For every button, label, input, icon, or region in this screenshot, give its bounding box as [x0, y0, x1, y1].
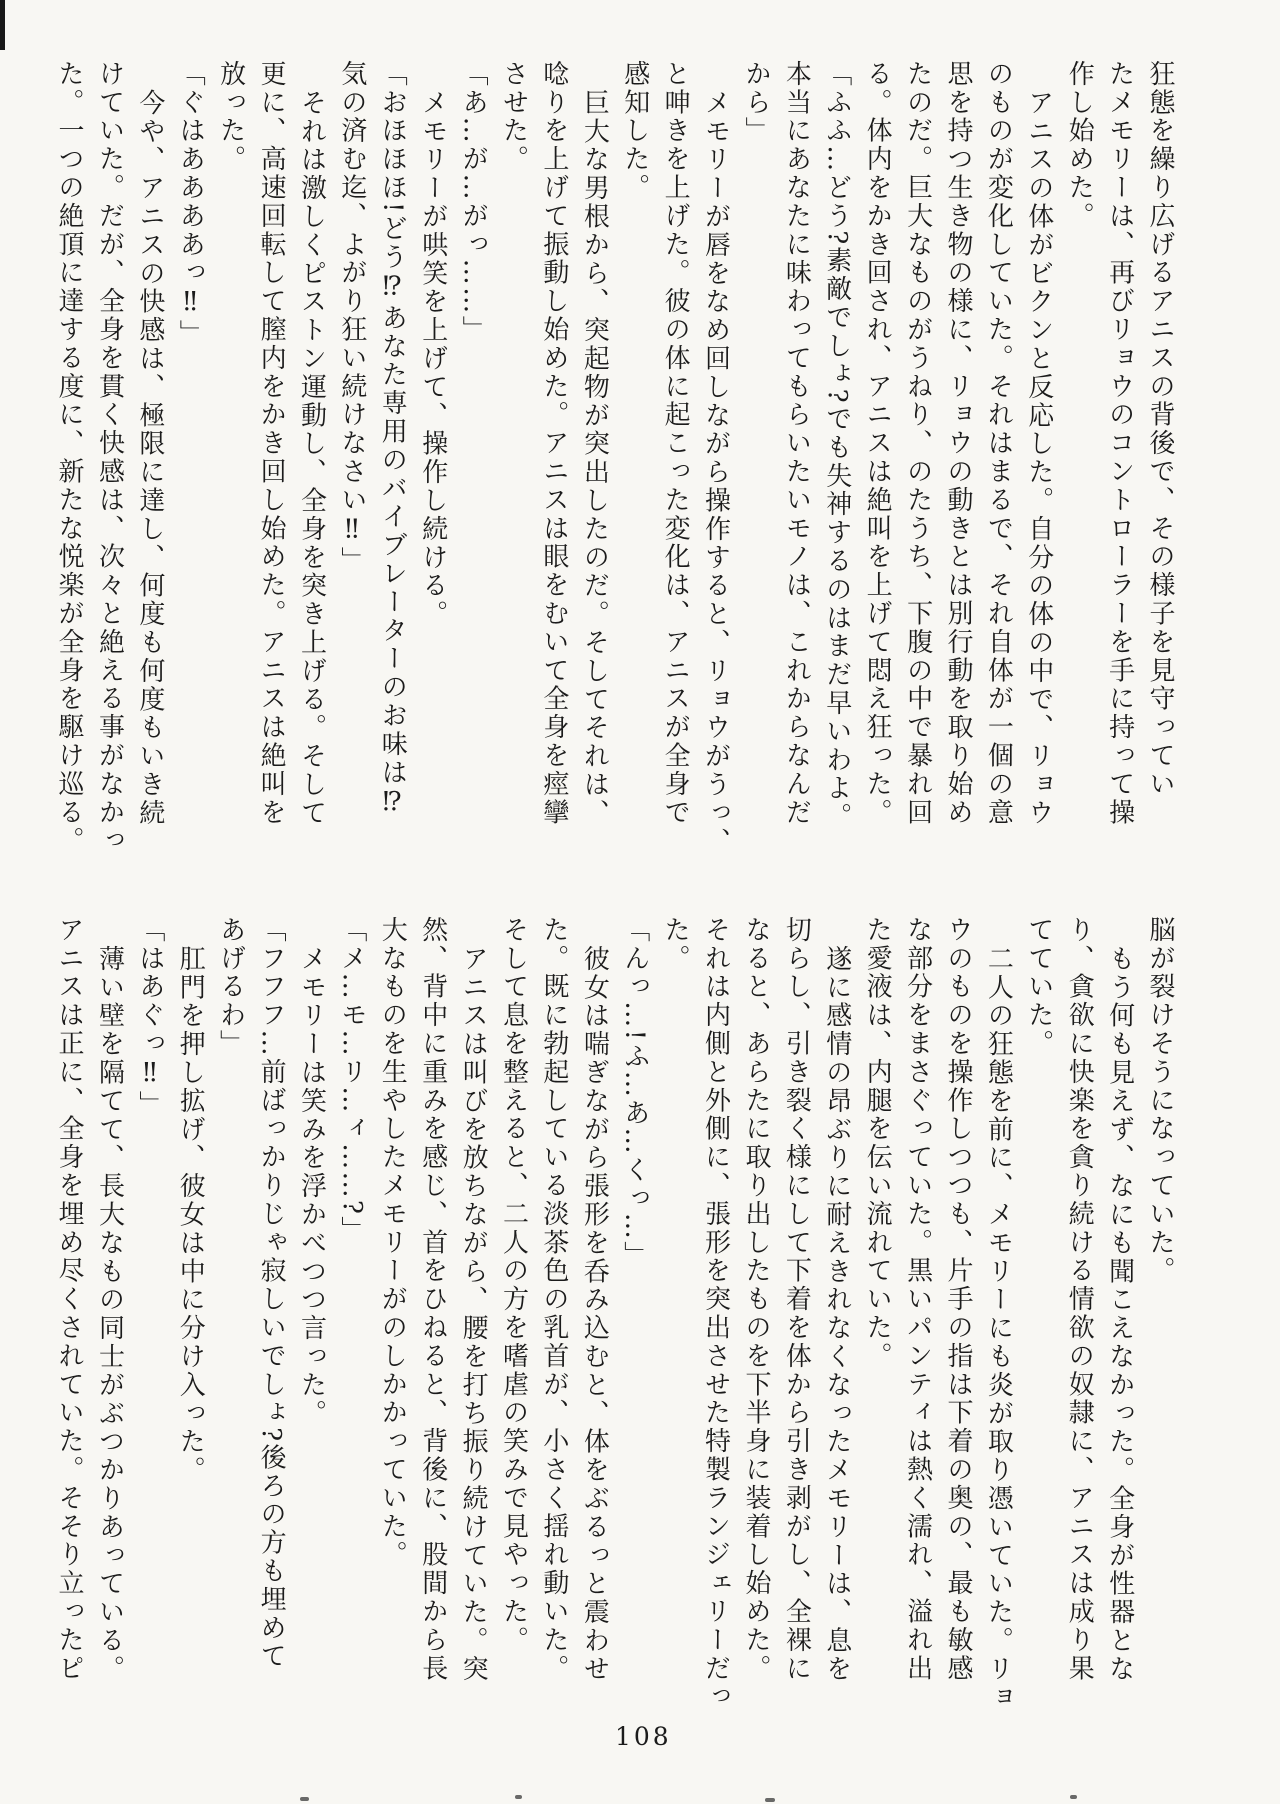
text-block-top [49, 60, 1180, 858]
text-column: アニスは正に、全身を埋め尽くされていた。そそり立ったピ [54, 916, 85, 1683]
text-column: 脳が裂けそうになっていた。 [1145, 916, 1175, 1286]
scan-artifact [0, 0, 5, 50]
text-column: た愛液は、内腿を伝い流れていた。 [862, 916, 893, 1371]
text-column: 巨大な男根から、突起物が突出したのだ。そしてそれは、 [579, 88, 610, 827]
text-column: それは内側と外側に、張形を突出させた特製ランジェリーだっ [700, 916, 731, 1712]
text-column: 「んっ…!ふ…あ…くっ…」 [619, 916, 650, 1270]
text-column: させた。 [498, 60, 529, 174]
text-column: なると、あらたに取り出したものを下半身に装着し始めた。 [740, 916, 771, 1683]
text-column: 肛門を押し拡げ、彼女は中に分け入った。 [175, 944, 206, 1485]
text-column: てていた。 [1023, 916, 1054, 1058]
text-column: けていた。だが、全身を貫く快感は、次々と絶える事がなかっ [94, 60, 125, 856]
scan-artifact [515, 1795, 522, 1799]
text-column: 然、背中に重みを感じ、首をひねると、背後に、股間から長 [417, 916, 448, 1683]
text-column: 更に、高速回転して膣内をかき回し始めた。アニスは絶叫を [256, 60, 287, 827]
text-column: と呻きを上げた。彼の体に起こった変化は、アニスが全身で [660, 60, 691, 827]
text-column: 気の済む迄、よがり狂い続けなさい‼」 [336, 60, 367, 576]
text-column: 「ふふ…どう?素敵でしょ?でも失神するのはまだ早いわよ。 [821, 60, 852, 832]
text-column: 「おほほほ!どう⁉あなた専用のバイブレーターのお味は⁉ [377, 60, 408, 820]
text-column: アニスの体がビクンと反応した。自分の体の中で、リョウ [1023, 88, 1054, 827]
text-column: メモリーが哄笑を上げて、操作し続ける。 [417, 88, 448, 629]
text-column: 遂に感情の昂ぶりに耐えきれなくなったメモリーは、息を [821, 944, 852, 1683]
text-column: 「あ…が…がっ……」 [458, 60, 489, 344]
text-column: 薄い壁を隔てて、長大なもの同士がぶつかりあっている。 [94, 944, 125, 1683]
text-column: 「メ…モ…リ…ィ……?」 [336, 916, 367, 1245]
text-column: 切らし、引き裂く様にして下着を体から引き剥がし、全裸に [781, 916, 812, 1683]
text-column: た。一つの絶頂に達する度に、新たな悦楽が全身を駆け巡る。 [54, 60, 85, 856]
text-column: 「ぐはああああっ‼」 [175, 60, 206, 348]
scan-artifact [765, 1798, 775, 1802]
text-column: 本当にあなたに味わってもらいたいモノは、これからなんだ [781, 60, 812, 827]
text-column: た。既に勃起している淡茶色の乳首が、小さく揺れ動いた。 [538, 916, 569, 1683]
text-column: り、貪欲に快楽を貪り続ける情欲の奴隷に、アニスは成り果 [1064, 916, 1095, 1683]
text-column: アニスは叫びを放ちながら、腰を打ち振り続けていた。突 [458, 944, 489, 1683]
text-column: 感知した。 [619, 60, 650, 202]
text-column: 狂態を繰り広げるアニスの背後で、その様子を見守ってい [1145, 60, 1175, 799]
text-column: それは激しくピストン運動し、全身を突き上げる。そして [296, 88, 327, 827]
text-column: たのだ。巨大なものがうねり、のたうち、下腹の中で暴れ回 [902, 60, 933, 827]
text-column: そして息を整えると、二人の方を嗜虐の笑みで見やった。 [498, 916, 529, 1655]
text-column: から」 [740, 60, 771, 146]
text-column: あげるわ」 [215, 916, 246, 1058]
text-column: メモリーは笑みを浮かべつつ言った。 [296, 944, 327, 1428]
text-column: 放った。 [215, 60, 246, 174]
text-column: 今や、アニスの快感は、極限に達し、何度も何度もいき続 [134, 88, 165, 827]
text-column: た。 [660, 916, 691, 973]
text-block-bottom [49, 916, 1180, 1718]
text-column: 大なものを生やしたメモリーがのしかかっていた。 [377, 916, 408, 1570]
text-column: 唸りを上げて振動し始めた。アニスは眼をむいて全身を痙攣 [538, 60, 569, 827]
text-column: る。体内をかき回され、アニスは絶叫を上げて悶え狂った。 [862, 60, 893, 827]
text-column: な部分をまさぐっていた。黒いパンティは熱く濡れ、溢れ出 [902, 916, 933, 1683]
scan-artifact [300, 1797, 309, 1801]
text-column: 「はあぐっ‼」 [134, 916, 165, 1119]
text-column: 思を持つ生き物の様に、リョウの動きとは別行動を取り始め [942, 60, 973, 827]
text-column: メモリーが唇をなめ回しながら操作すると、リョウがうっ、 [700, 88, 731, 856]
text-column: 「フフフ…前ばっかりじゃ寂しいでしょ?後ろの方も埋めて [256, 916, 287, 1671]
text-column: たメモリーは、再びリョウのコントローラーを手に持って操 [1104, 60, 1135, 827]
text-column: 彼女は喘ぎながら張形を呑み込むと、体をぶるっと震わせ [579, 944, 610, 1683]
text-column: のものが変化していた。それはまるで、それ自体が一個の意 [983, 60, 1014, 827]
scan-artifact [1070, 1795, 1077, 1799]
text-column: 作し始めた。 [1064, 60, 1095, 231]
text-column: ウのものを操作しつつも、片手の指は下着の奥の、最も敏感 [942, 916, 973, 1683]
text-column: 二人の狂態を前に、メモリーにも炎が取り憑いていた。リョ [983, 944, 1014, 1712]
text-column: もう何も見えず、なにも聞こえなかった。全身が性器とな [1104, 944, 1135, 1683]
page-number: 108 [615, 1722, 672, 1751]
